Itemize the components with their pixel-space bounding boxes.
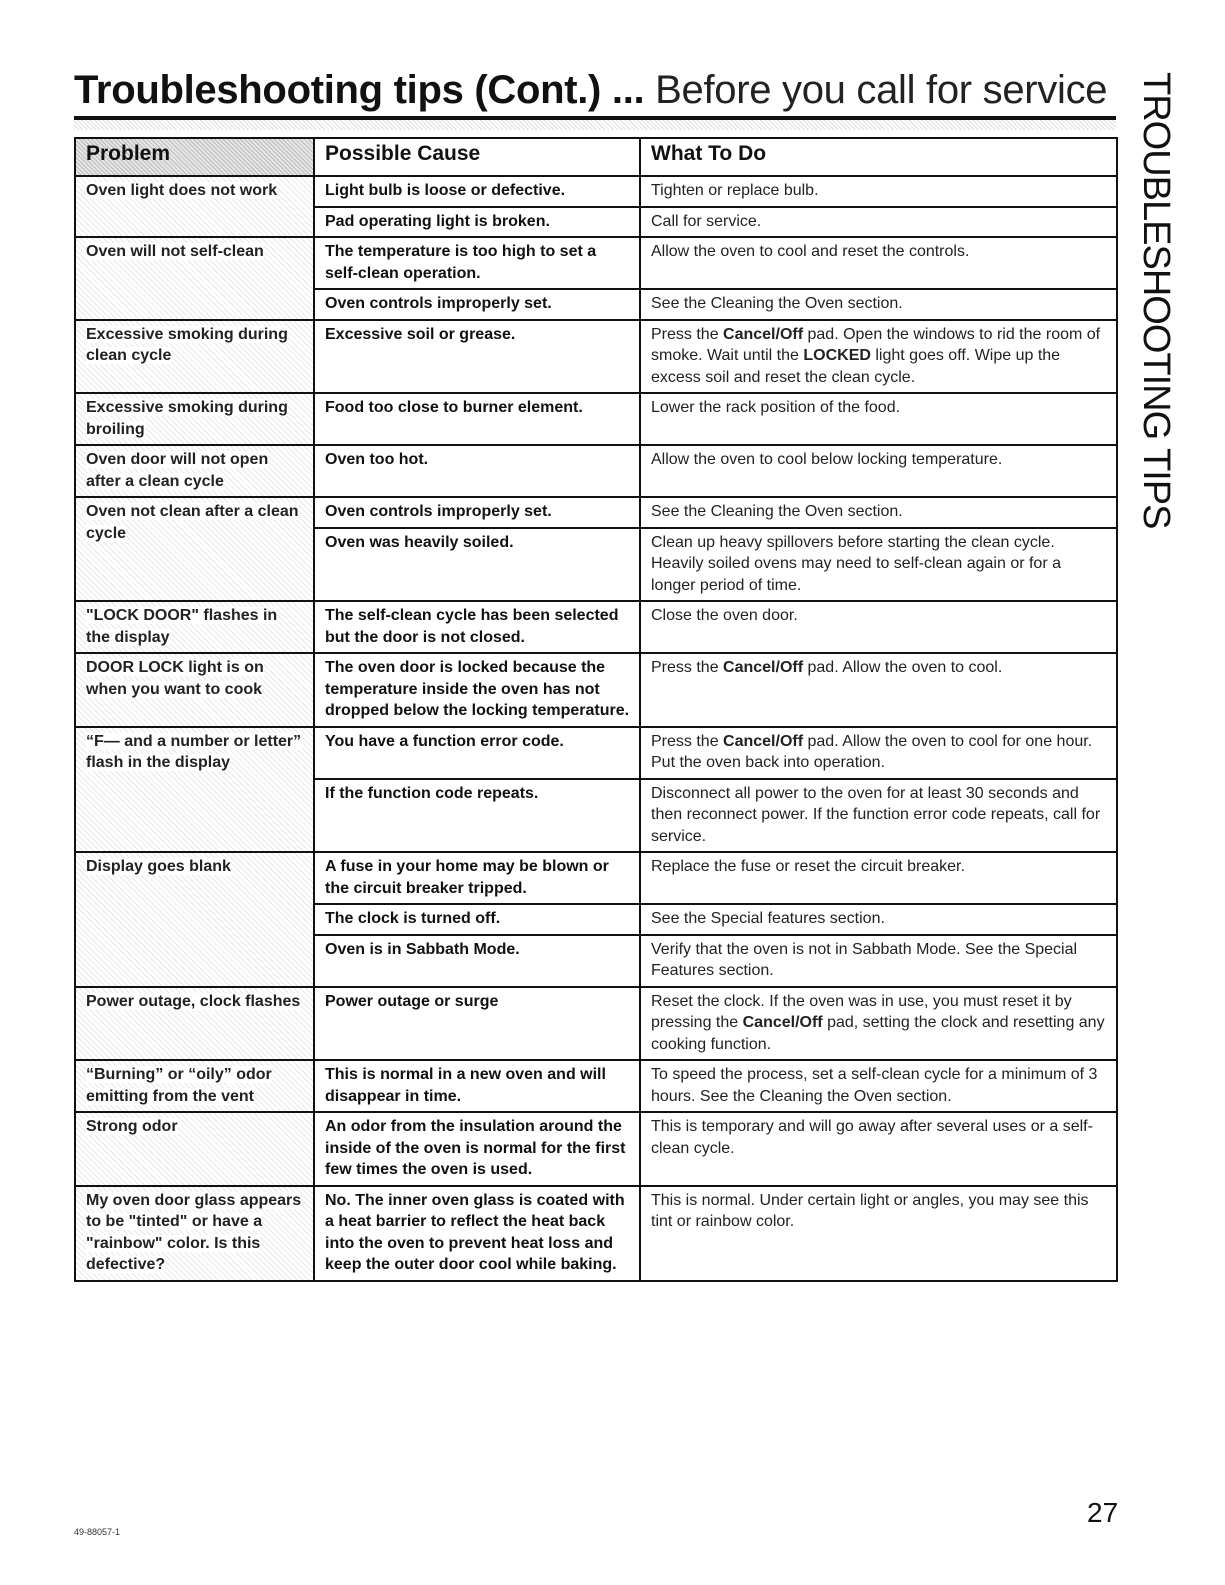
problem-cell bbox=[75, 1186, 314, 1281]
todo-emphasis: Cancel/Off bbox=[723, 325, 804, 343]
todo-emphasis: Cancel/Off bbox=[723, 659, 804, 676]
problem-cell bbox=[75, 987, 314, 1061]
todo-cell: Replace the fuse or reset the circuit breaker. bbox=[640, 852, 1117, 904]
table-body bbox=[75, 176, 1117, 1281]
cause-cell: Oven too hot. bbox=[314, 445, 640, 497]
todo-cell: Tighten or replace bulb. bbox=[640, 176, 1117, 207]
table-row bbox=[75, 445, 1117, 497]
todo-text: Press the bbox=[651, 732, 724, 750]
todo-cell bbox=[640, 320, 1117, 394]
problem-text: Strong odor bbox=[86, 1118, 178, 1135]
todo-cell bbox=[640, 987, 1117, 1061]
todo-text: pad. Allow the oven to cool for one hour. Put the oven back into operation. bbox=[651, 732, 1093, 771]
cause-cell: A fuse in your home may be blown or the circuit breaker tripped. bbox=[314, 852, 640, 904]
todo-text: Press the bbox=[651, 325, 724, 343]
problem-text: Oven will not self-clean bbox=[86, 243, 264, 260]
table-row bbox=[75, 176, 1117, 207]
cause-cell: The clock is turned off. bbox=[314, 904, 640, 935]
cause-cell: Oven is in Sabbath Mode. bbox=[314, 935, 640, 987]
page-title bbox=[74, 64, 1107, 116]
column-header-problem: Problem bbox=[75, 138, 314, 176]
problem-text: Display goes blank bbox=[86, 858, 231, 875]
cause-cell: Food too close to burner element. bbox=[314, 393, 640, 445]
todo-cell: Call for service. bbox=[640, 207, 1117, 238]
page-title-bold: Troubleshooting tips (Cont.) ... bbox=[74, 68, 645, 112]
problem-text: Excessive smoking during clean cycle bbox=[86, 325, 288, 364]
table-row bbox=[75, 237, 1117, 289]
todo-text: light goes off. Wipe up the excess soil and reset the clean cycle. bbox=[651, 347, 1061, 386]
cause-cell: You have a function error code. bbox=[314, 727, 640, 779]
table-row bbox=[75, 601, 1117, 653]
problem-cell bbox=[75, 497, 314, 601]
cause-cell: Oven controls improperly set. bbox=[314, 289, 640, 320]
problem-cell bbox=[75, 176, 314, 237]
todo-cell: Clean up heavy spillovers before starting the clean cycle. Heavily soiled ovens may need to self-clean again or for a longer period of time. bbox=[640, 528, 1117, 602]
cause-cell: No. The inner oven glass is coated with a heat barrier to reflect the heat back into the oven to prevent heat loss and keep the outer door cool while baking. bbox=[314, 1186, 640, 1281]
problem-cell bbox=[75, 393, 314, 445]
cause-cell: Power outage or surge bbox=[314, 987, 640, 1061]
cause-cell: The self-clean cycle has been selected but the door is not closed. bbox=[314, 601, 640, 653]
todo-cell: To speed the process, set a self-clean cycle for a minimum of 3 hours. See the Cleaning the Oven section. bbox=[640, 1060, 1117, 1112]
table-row bbox=[75, 727, 1117, 779]
problem-cell bbox=[75, 1060, 314, 1112]
todo-cell: Close the oven door. bbox=[640, 601, 1117, 653]
problem-text: Oven not clean after a clean cycle bbox=[86, 503, 299, 542]
todo-text: Press the bbox=[651, 659, 724, 676]
problem-cell bbox=[75, 1112, 314, 1186]
problem-text: Oven door will not open after a clean cycle bbox=[86, 451, 269, 490]
table-row bbox=[75, 852, 1117, 904]
todo-cell: Verify that the oven is not in Sabbath Mode. See the Special Features section. bbox=[640, 935, 1117, 987]
todo-cell: See the Special features section. bbox=[640, 904, 1117, 935]
todo-text: Reset the clock. If the oven was in use, you must reset it by pressing the bbox=[651, 992, 1072, 1031]
column-header-todo: What To Do bbox=[640, 138, 1117, 176]
table-row bbox=[75, 987, 1117, 1061]
todo-cell: See the Cleaning the Oven section. bbox=[640, 289, 1117, 320]
title-hatch-band bbox=[74, 120, 1116, 130]
problem-text: “Burning” or “oily” odor emitting from the vent bbox=[86, 1066, 272, 1105]
table-row bbox=[75, 1112, 1117, 1186]
table-row bbox=[75, 1060, 1117, 1112]
table-header-row bbox=[75, 138, 1117, 176]
todo-cell: See the Cleaning the Oven section. bbox=[640, 497, 1117, 528]
problem-cell bbox=[75, 237, 314, 320]
problem-cell bbox=[75, 320, 314, 394]
todo-cell: Allow the oven to cool below locking temperature. bbox=[640, 445, 1117, 497]
problem-text: Excessive smoking during broiling bbox=[86, 399, 288, 438]
document-code: 49-88057-1 bbox=[74, 1527, 121, 1537]
side-tab-label: TROUBLESHOOTING TIPS bbox=[1135, 72, 1177, 529]
cause-cell: Pad operating light is broken. bbox=[314, 207, 640, 238]
table-row bbox=[75, 497, 1117, 528]
todo-cell: This is normal. Under certain light or angles, you may see this tint or rainbow color. bbox=[640, 1186, 1117, 1281]
side-tab bbox=[1128, 72, 1184, 532]
todo-text: pad, setting the clock and resetting any cooking function. bbox=[651, 1014, 1105, 1053]
todo-cell: Allow the oven to cool and reset the controls. bbox=[640, 237, 1117, 289]
cause-cell: This is normal in a new oven and will disappear in time. bbox=[314, 1060, 640, 1112]
cause-cell: An odor from the insulation around the inside of the oven is normal for the first few times the oven is used. bbox=[314, 1112, 640, 1186]
troubleshooting-table bbox=[74, 137, 1118, 1282]
todo-text: pad. Open the windows to rid the room of smoke. Wait until the bbox=[651, 325, 1101, 364]
cause-cell: Oven was heavily soiled. bbox=[314, 528, 640, 602]
table-row bbox=[75, 393, 1117, 445]
cause-cell: Oven controls improperly set. bbox=[314, 497, 640, 528]
cause-cell: If the function code repeats. bbox=[314, 779, 640, 853]
cause-cell: The temperature is too high to set a self-clean operation. bbox=[314, 237, 640, 289]
todo-cell: This is temporary and will go away after several uses or a self-clean cycle. bbox=[640, 1112, 1117, 1186]
todo-emphasis: Cancel/Off bbox=[742, 1014, 823, 1031]
page-number: 27 bbox=[1087, 1497, 1119, 1528]
problem-text: "LOCK DOOR" flashes in the display bbox=[86, 607, 278, 646]
table-row bbox=[75, 653, 1117, 727]
problem-text: My oven door glass appears to be "tinted" or have a "rainbow" color. Is this defective? bbox=[86, 1191, 302, 1273]
problem-cell bbox=[75, 852, 314, 987]
todo-cell: Disconnect all power to the oven for at least 30 seconds and then reconnect power. If the function error code repeats, call for service. bbox=[640, 779, 1117, 853]
problem-text: “F— and a number or letter” flash in the display bbox=[86, 732, 302, 771]
todo-text: pad. Allow the oven to cool. bbox=[803, 659, 1003, 676]
todo-cell bbox=[640, 727, 1117, 779]
problem-text: DOOR LOCK light is on when you want to cook bbox=[86, 659, 264, 698]
problem-cell bbox=[75, 653, 314, 727]
todo-cell bbox=[640, 653, 1117, 727]
column-header-cause: Possible Cause bbox=[314, 138, 640, 176]
problem-text: Power outage, clock flashes bbox=[86, 992, 301, 1010]
page-title-light: Before you call for service bbox=[644, 68, 1108, 112]
todo-emphasis: Cancel/Off bbox=[723, 732, 804, 750]
problem-cell bbox=[75, 601, 314, 653]
cause-cell: Light bulb is loose or defective. bbox=[314, 176, 640, 207]
table-row bbox=[75, 1186, 1117, 1281]
table-row bbox=[75, 320, 1117, 394]
todo-cell: Lower the rack position of the food. bbox=[640, 393, 1117, 445]
cause-cell: The oven door is locked because the temperature inside the oven has not dropped below the locking temperature. bbox=[314, 653, 640, 727]
problem-cell bbox=[75, 445, 314, 497]
todo-emphasis: LOCKED bbox=[803, 347, 871, 364]
cause-cell: Excessive soil or grease. bbox=[314, 320, 640, 394]
problem-text: Oven light does not work bbox=[86, 182, 278, 199]
problem-cell bbox=[75, 727, 314, 853]
